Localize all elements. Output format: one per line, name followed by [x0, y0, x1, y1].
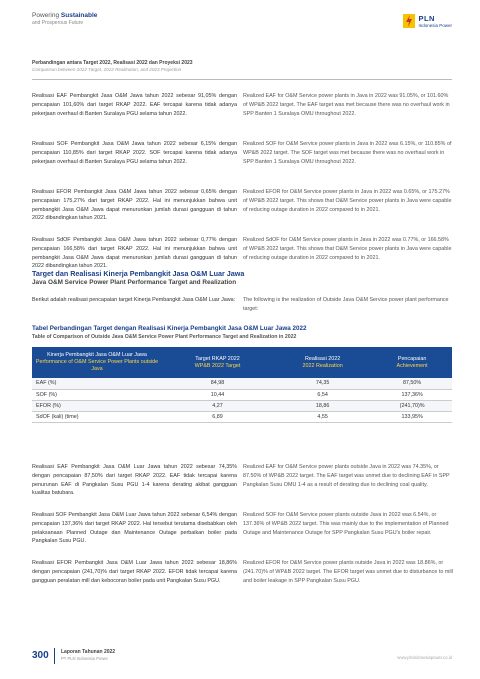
brand-word: Powering [32, 12, 61, 19]
header-id: Realisasi 2022 [304, 355, 341, 362]
logo-sub: Indonesia Power [418, 23, 452, 28]
table-title-en: Table of Comparison of Outside Java O&M Service Power Plant Performance Target and Realization in 2022 [32, 334, 297, 340]
lightning-bolt-icon [403, 14, 415, 28]
section-title-en: Comparison between 2022 Target, 2022 Realization, and 2023 Projection [32, 67, 182, 72]
company-name: PT PLN Indonesia Power [61, 656, 108, 661]
company-logo [403, 14, 452, 28]
paragraph-id: Realisasi EFOR Pembangkit Jasa O&M Luar Jawa tahun 2022 sebesar 18,86% dengan pencapaian (241,70)% dari target RKAP 2022. EFOR tidak tercapai karena gangguan peralatan mill dan kebocoran boiler pada unit Pangkalan Susu PGU. [32, 560, 237, 584]
header-id: Target RKAP 2022 [195, 355, 240, 362]
paragraph-id: Realisasi EAF Pembangkit Jasa O&M Jawa tahun 2022 sebesar 91,05% dengan pencapaian 101,60% dari target RKAP 2022. EAF tercapai karena tidak adanya pekerjaan overhaul di Banten Suralaya PGU selama tahun 2022. [32, 93, 237, 117]
column-header [273, 347, 372, 378]
table-cell: 4,55 [273, 411, 372, 422]
table-row [32, 400, 452, 411]
header-en: 2022 Realization [302, 362, 343, 369]
brand-tagline-sub: and Prosperous Future [32, 20, 84, 26]
header-id: Pencapaian [397, 355, 427, 362]
intro-en: The following is the realization of Outside Java O&M Service power plant performance target: [243, 297, 449, 312]
table-cell: 84,98 [162, 378, 273, 389]
header-en: WP&B 2022 Target [194, 362, 241, 369]
table-cell: SOF (%) [32, 389, 162, 400]
page-footer [32, 645, 452, 667]
table-cell: 133,95% [372, 411, 452, 422]
table-row [32, 411, 452, 422]
table-cell: SdOF (kali) (time) [32, 411, 162, 422]
paragraph-en: Realized SOF for O&M Service power plants outside Java in 2022 was 6.54%, or 137.36% of WP&B 2022 target. This was mainly due to the implementation of Planned Outage and Maintenance Outage for SPP Pangkalan Susu PGU's boiler repair. [243, 512, 449, 536]
table-title-id: Tabel Perbandingan Target dengan Realisasi Kinerja Pembangkit Jasa O&M Luar Jawa 2022 [32, 325, 307, 332]
divider [54, 648, 55, 664]
divider [32, 79, 452, 80]
paragraph-en: Realized EFOR for O&M Service power plants in Java in 2022 was 0.65%, or 175.27% of WP&B 2022 target. This shows that O&M Service power plants in Java were capable of reducing outage duration in 2022 compared to in 2021. [243, 189, 452, 213]
paragraph-id: Realisasi EFOR Pembangkit Jasa O&M Jawa tahun 2022 sebesar 0,65% dengan pencapaian 175,27% dari target RKAP 2022. Hal ini menunjukkan bahwa unit pembangkit Jasa O&M Jawa dapat menurunkan jumlah durasi gangguan di tahun 2022 dibandingkan tahun 2021. [32, 189, 237, 222]
intro-id: Berikut adalah realisasi pencapaian target Kinerja Pembangkit Jasa O&M Luar Jawa: [32, 297, 236, 303]
section-title-id: Perbandingan antara Target 2022, Realisasi 2022 dan Proyeksi 2023 [32, 60, 193, 66]
table-cell: 6,89 [162, 411, 273, 422]
paragraph-id: Realisasi SOF Pembangkit Jasa O&M Luar Jawa tahun 2022 sebesar 6,54% dengan pencapaian 137,36% dari target RKAP 2022. Hal tersebut terutama disebabkan oleh pelaksanaan Planned Outage dan Maintenance Outage perbaikan boiler pada Pangkalan Susu PGU. [32, 512, 237, 545]
table-cell: (241,70)% [372, 400, 452, 411]
table-cell: 137,36% [372, 389, 452, 400]
subsection-title-id: Target dan Realisasi Kinerja Pembangkit Jasa O&M Luar Jawa [32, 269, 245, 278]
header-id: Kinerja Pembangkit Jasa O&M Luar Jawa [47, 352, 147, 358]
page-number: 300 [32, 650, 49, 661]
table-header-row [32, 347, 452, 378]
column-header [372, 347, 452, 378]
logo-name: PLN [418, 14, 435, 23]
table-cell: 4,27 [162, 400, 273, 411]
paragraph-id: Realisasi EAF Pembangkit Jasa O&M Luar Jawa tahun 2022 sebesar 74,35% dengan pencapaian 87,50% dari target RKAP 2022. EAF tidak tercapai karena penurunan EAF di Pangkalan Susu PGU 1-4 karena derating akibat gangguan kualitas batubara. [32, 464, 237, 497]
paragraph-en: Realized EAF for O&M Service power plants in Java in 2022 was 91.05%, or 101.60% of WP&B 2022 target. The EAF target was met because there was no overhaul work in SPP Banten 1 Suralaya OMU throughout 2022. [243, 93, 450, 117]
brand-word-bold: Sustainable [60, 12, 98, 19]
subsection-title-en: Java O&M Service Power Plant Performance Target and Realization [32, 279, 237, 286]
table-cell: 74,35 [273, 378, 372, 389]
table-cell: 87,50% [372, 378, 452, 389]
page-header [32, 12, 452, 42]
table-cell: EAF (%) [32, 378, 162, 389]
column-header [162, 347, 273, 378]
section-heading [32, 60, 452, 72]
table-cell: EFOR (%) [32, 400, 162, 411]
table-cell: 6,54 [273, 389, 372, 400]
table-row [32, 389, 452, 400]
performance-table [32, 347, 452, 423]
column-header [32, 347, 162, 378]
paragraph-en: Realized SOF for O&M Service power plants in Java in 2022 was 6.15%, or 110.85% of WP&B 2022 target. The SOF target was met because there was no overhaul work in SPP Banten 1 Suralaya OMU throughout 2022. [243, 141, 452, 165]
brand-tagline [32, 12, 452, 19]
table-cell: 18,86 [273, 400, 372, 411]
paragraph-en: Realized EFOR for O&M Service power plants outside Java in 2022 was 18.86%, or (241.70)% of WP&B 2022 target. The EFOR target was unmet due to disturbance to mill and boiler leakage in SPP Pangkalan Susu PGU. [243, 560, 453, 584]
header-en: Performance of O&M Service Power Plants outside Java [35, 359, 159, 372]
website-link[interactable]: www.plnindonesiapower.co.id [397, 655, 452, 660]
table-cell: 10,44 [162, 389, 273, 400]
report-title: Laporan Tahunan 2022 [61, 649, 116, 655]
table-row [32, 378, 452, 389]
paragraph-id: Realisasi SdOF Pembangkit Jasa O&M Jawa tahun 2022 sebesar 0,77% dengan pencapaian 166,58% dari target RKAP 2022. Hal ini menunjukkan bahwa unit pembangkit Jasa O&M Jawa dapat menurunkan jumlah durasi gangguan di tahun 2022 dibandingkan tahun 2021. [32, 237, 237, 270]
paragraph-en: Realized SdOF for O&M Service power plants in Java in 2022 was 0.77%, or 166.58% of WP&B 2022 target. This shows that O&M Service power plants in Java were capable of reducing outage duration in 2022 compared to in 2021. [243, 237, 452, 261]
paragraph-id: Realisasi SOF Pembangkit Jasa O&M Jawa tahun 2022 sebesar 6,15% dengan pencapaian 110,85% dari target RKAP 2022. SOF tercapai karena tidak adanya pekerjaan overhaul di Banten Suralaya PGU selama tahun 2022. [32, 141, 237, 165]
header-en: Achievement [396, 362, 428, 369]
paragraph-en: Realized EAF for O&M Service power plants outside Java in 2022 was 74.35%, or 87.50% of WP&B 2022 target. The EAF target was unmet due to declining EAF in SPP Pangkalan Susu OMU 1-4 as a result of derating due to declining coal quality. [243, 464, 450, 488]
